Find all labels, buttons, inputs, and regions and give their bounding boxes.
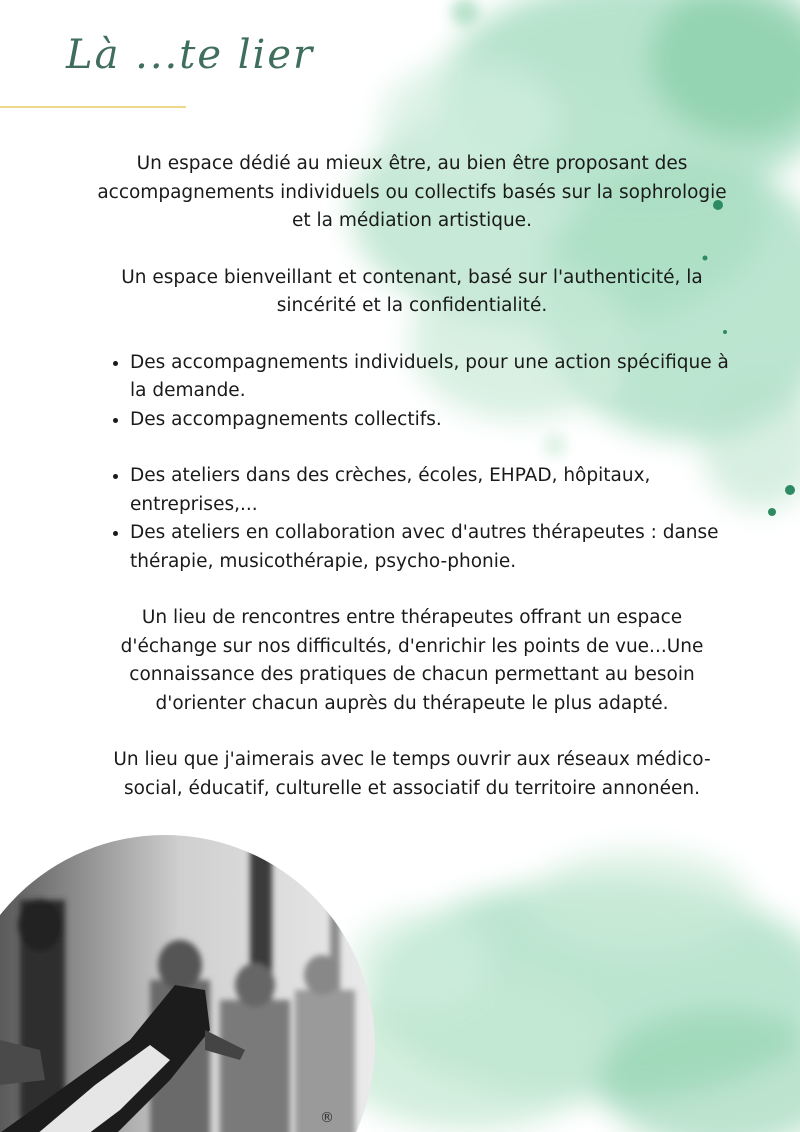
future-paragraph: Un lieu que j'aimerais avec le temps ouvrir aux réseaux médico-social, éducatif, culturelle et associatif du territoire annonéen.: [113, 749, 711, 799]
intro-paragraph: Un espace dédié au mieux être, au bien être proposant des accompagnements individuels ou collectifs basés sur la sophrologie et la médiation artistique.: [97, 153, 727, 231]
meeting-paragraph: Un lieu de rencontres entre thérapeutes offrant un espace d'échange sur nos difficultés, d'enrichir les points de vue...Une connaissance des pratiques de chacun permettant au besoin d'orienter chacun auprès du thérapeute le plus adapté.: [120, 607, 704, 714]
list-item: • Des accompagnements individuels, pour une action spécifique à la demande.: [130, 349, 732, 406]
page-title: Là ...te lier: [66, 32, 315, 78]
list-item: • Des accompagnements collectifs.: [130, 406, 732, 435]
registered-mark: ®: [320, 1110, 334, 1126]
list-item: • Des ateliers dans des crèches, écoles, EHPAD, hôpitaux, entreprises,...: [130, 462, 732, 519]
list-item: • Des ateliers en collaboration avec d'autres thérapeutes : danse thérapie, musicothérapie, psycho-phonie.: [130, 519, 732, 576]
values-paragraph: Un espace bienveillant et contenant, basé sur l'authenticité, la sincérité et la confidentialité.: [121, 266, 703, 316]
